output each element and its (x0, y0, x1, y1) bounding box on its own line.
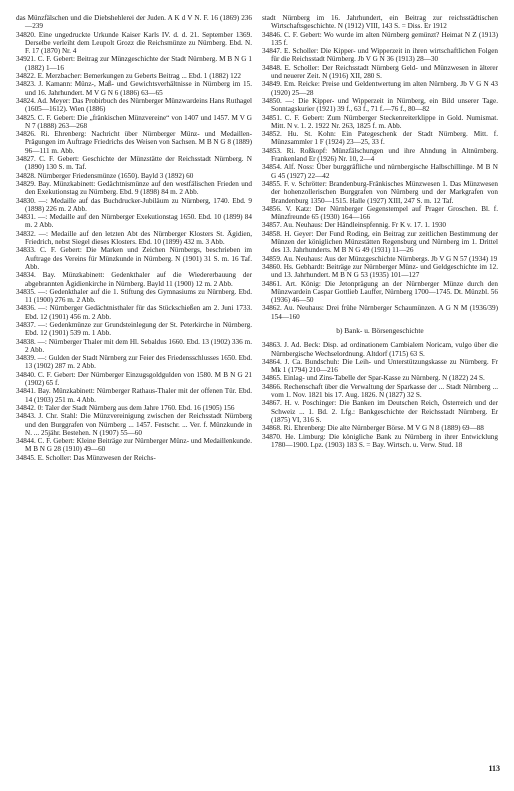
bibliography-entry: 34863. J. Ad. Beck: Disp. ad ordinationem Cambialem Noricam, vulgo über die Nürnbergische Wechselordnung. Altdorf (1715) 63 S. (262, 341, 498, 358)
bibliography-entry: 34861. Art. König: Die Jetonprägung an der Nürnberger Münze durch den Münzwardein Caspar Gottlieb Lauffer, Nürnberg 1700—1745. Dt. Münzbl. 56 (1936) 46—50 (262, 279, 498, 305)
bibliography-entry: 34851. C. F. Gebert: Zum Nürnberger Steckenreiterklippe in Gold. Numismat. Mitt. N v. 1. 2. 1922 Nr. 263, 1825 f. m. Abb. (262, 113, 498, 130)
bibliography-entry: 34834. Bay. Münzkabinett: Gedenkthaler auf die Wiedererbauung der abgebrannten Ägidienkirche in Nürnberg. Bayld 11 (1900) 12 m. 2 Abb. (16, 271, 252, 288)
bibliography-entry: 34831. —: Medaille auf den Nürnberger Exekutionstag 1650. Ebd. 10 (1899) 84 m. 2 Abb. (16, 213, 252, 230)
bibliography-entry: 34852. Hu. St. Kohn: Ein Pategeschenk der Stadt Nürnberg. Mitt. f. Münzsammler 1 F (1924) 23—25, 33 f. (262, 130, 498, 147)
bibliography-entry: 34827. C. F. Gebert: Geschichte der Münzstätte der Reichsstadt Nürnberg. N (1890) 130 S. m. Taf. (16, 155, 252, 172)
bibliography-entry: stadt Nürnberg im 16. Jahrhundert, ein Beitrag zur reichsstädtischen Wirtschaftsgeschichte. N (1912) VIII, 143 S. = Diss. Er 1912 (262, 14, 498, 31)
bibliography-entry: 34820. Eine ungedruckte Urkunde Kaiser Karls IV. d. d. 21. September 1369. Derselbe verleiht dem Leupolt Grozz die Reichsmünze zu Nürnberg. Ebd. N. F. 17 (1870) Nr. 4 (16, 30, 252, 56)
bibliography-entry: 34844. C. F. Gebert: Kleine Beiträge zur Nürnberger Münz- und Medaillenkunde. M B N G 28 (1910) 49—60 (16, 437, 252, 454)
page-number: 113 (488, 763, 500, 773)
bibliography-entry: 34840. C. F. Gebert: Der Nürnberger Einzugsgoldgulden von 1580. M B N G 21 (1902) 65 f. (16, 370, 252, 388)
bibliography-entry: 34838. —: Nürnberger Thaler mit dem Hl. Sebaldus 1660. Ebd. 13 (1902) 336 m. 2 Abb. (16, 337, 252, 354)
bibliography-entry: 34843. J. Chr. Stahl: Die Münzvereinigung zwischen der Reichsstadt Nürnberg und den Burggrafen von Nürnberg ... 1457. Festschr. ... Ver. f. Münzkunde in N. ... 25jähr. Bestehen. N (1907) 55—60 (16, 412, 252, 437)
bibliography-entry: 34859. Au. Neuhaus: Aus der Münzgeschichte Nürnbergs. Jb V G N 57 (1934) 19 (262, 254, 498, 263)
bibliography-entry: 34837. —: Gedenkmünze zur Grundsteinlegung der St. Peterkirche in Nürnberg. Ebd. 12 (1901) 539 m. 1 Abb. (16, 320, 252, 338)
bibliography-entry: 34849. Em. Reicke: Preise und Geldentwertung im alten Nürnberg. Jb V G N 43 (1920) 25—28 (262, 80, 498, 97)
bibliography-entry: 34857. Au. Neuhaus: Der Händleinspfennig. Fr K v. 17. 1. 1930 (262, 221, 446, 230)
left-column (16, 14, 252, 462)
bibliography-entry: das Münzfälschen und die Diebshehlerei der Juden. A K d V N. F. 16 (1869) 236—239 (16, 14, 252, 31)
right-column-bank-entries (262, 341, 498, 449)
bibliography-entry: 34842. 0: Taler der Stadt Nürnberg aus dem Jahre 1760. Ebd. 16 (1905) 156 (16, 403, 235, 412)
bibliography-entry: 34921. C. F. Gebert: Beitrag zur Münzgeschichte der Stadt Nürnberg. M B N G 1 (1882) 1—16 (16, 55, 252, 72)
bibliography-entry: 34823. J. Kamann: Münz-, Maß- und Gewichtsverhältnisse in Nürnberg im 15. und 16. Jahrhundert. M V G N 6 (1886) 63—65 (16, 80, 252, 97)
bibliography-entry: 34836. —: Nürnberger Gedächtnisthaler für das Stückschießen am 2. Juni 1733. Ebd. 12 (1901) 456 m. 2 Abb. (16, 304, 252, 321)
bibliography-entry: 34864. J. Ca. Bundschuh: Die Leih- und Unterstützungskasse zu Nürnberg. Fr Mk 1 (1794) 210—216 (262, 357, 498, 375)
bibliography-entry: 34868. Ri. Ehrenberg: Die alte Nürnberger Börse. M V G N 8 (1889) 69—88 (262, 424, 484, 433)
bibliography-entry: 34858. H. Geyer: Der Fund Roding, ein Beitrag zur zeitlichen Bestimmung der Münzen der königlichen Münzstätten Regensburg und Nürnberg im 1. Drittel des 13. Jahrhunderts. M B N G 49 (1931) 11—26 (262, 229, 498, 255)
bibliography-entry: 34846. C. F. Gebert: Wo wurde im alten Nürnberg gemünzt? Heimat N Z (1913) 135 f. (262, 30, 498, 47)
bibliography-entry: 34848. E. Scholler: Der Reichsstadt Nürnberg Geld- und Münzwesen in älterer und neuerer Zeit. N (1916) XII, 280 S. (262, 63, 498, 81)
bibliography-entry: 34845. E. Scholler: Das Münzwesen der Reichs- (16, 453, 156, 462)
bibliography-entry: 34865. Einlag- und Zins-Tabelle der Spar-Kasse zu Nürnberg. N (1822) 24 S. (262, 374, 485, 383)
bibliography-entry: 34853. Ri. Roßkopf: Münzfälschungen und ihre Ahndung in Altnürnberg. Frankenland Er (1926) Nr. 10, 2—4 (262, 146, 498, 164)
bibliography-entry: 34832. —: Medaille auf den letzten Abt des Nürnberger Klosters St. Ägidien, Friedrich, nebst Siegel dieses Klosters. Ebd. 10 (1899) 432 m. 3 Abb. (16, 229, 252, 247)
bibliography-entry: 34829. Bay. Münzkabinett: Gedächtnismünze auf den westfälischen Frieden und den Exekutionstag zu Nürnberg. Ebd. 9 (1898) 84 m. 2 Abb. (16, 179, 252, 197)
bibliography-entry: 34841. Bay. Münzkabinett: Nürnberger Rathaus-Thaler mit der offenen Tür. Ebd. 14 (1903) 251 m. 4 Abb. (16, 387, 252, 404)
bibliography-entry: 34856. V. Katz: Der Nürnberger Gegenstempel auf Prager Groschen. Bl. f. Münzfreunde 65 (1930) 164—166 (262, 204, 498, 222)
bibliography-entry: 34822. E. Merzbacher: Bemerkungen zu Geberts Beitrag ... Ebd. 1 (1882) 122 (16, 72, 241, 81)
bibliography-entry: 34867. H. v. Poschinger: Die Banken im Deutschen Reich, Österreich und der Schweiz ... 1. Bd. 2. Lfg.: Bankgeschichte der Reichsstadt Nürnberg. Er (1875) VI, 316 S. (262, 399, 498, 424)
bibliography-entry: 34824. Ad. Meyer: Das Probirbuch des Nürnberger Münzwardeins Hans Ruthagel (1605—1612). Wien (1886) (16, 96, 253, 114)
section-heading: b) Bank- u. Börsengeschichte (336, 325, 424, 335)
right-column (262, 14, 498, 449)
bibliography-entry: 34854. Alf. Noss: Über burggräfliche und nürnbergische Halbschillinge. M B N G 45 (1927) 22—42 (262, 163, 498, 180)
right-column-entries (262, 14, 498, 321)
bibliography-entry: 34828. Nürnberger Friedensmünze (1650). Bayld 3 (1892) 60 (16, 171, 194, 180)
bibliography-entry: 34833. C. F. Gebert: Die Marken und Zeichen Nürnbergs, beschrieben im Auftrage des Vereins für Münzkunde in Nürnberg. N (1901) 31 S. m. 16 Taf. Abb. (16, 246, 252, 271)
bibliography-entry: 34866. Rechenschaft über die Verwaltung der Sparkasse der ... Stadt Nürnberg ... vom 1. Nov. 1821 bis 17. Aug. 1826. N (1827) 32 S. (262, 382, 498, 400)
bibliography-entry: 34870. He. Limburg: Die königliche Bank zu Nürnberg in ihrer Entwicklung 1780—1900. Lpz. (1903) 183 S. = Bay. Wirtsch. u. Verw. Stud. 18 (262, 432, 498, 449)
bibliography-entry: 34850. —: Die Kipper- und Wipperzeit in Nürnberg, ein Bild unserer Tage. Sonntagskurier (1921) 39 f., 63 f., 71 f.—76 f., 80—82 (262, 96, 498, 114)
bibliography-entry: 34830. —: Medaille auf das Buchdrucker-Jubiläum zu Nürnberg, 1740. Ebd. 9 (1898) 226 m. 2 Abb. (16, 196, 252, 213)
bibliography-entry: 34835. —: Gedenkthaler auf die 1. Stiftung des Gymnasiums zu Nürnberg. Ebd. 11 (1900) 276 m. 2 Abb. (16, 287, 252, 305)
bibliography-entry: 34847. E. Scholler: Die Kipper- und Wipperzeit in ihren wirtschaftlichen Folgen für die Reichsstadt Nürnberg. Jb V G N 36 (1913) 28—30 (262, 47, 498, 64)
bibliography-entry: 34855. F. v. Schrötter: Brandenburg-Fränkisches Münzwesen 1. Das Münzwesen der hohenzollerischen Burggrafen von Nürnberg und der Markgrafen von Brandenburg 1350—1515. Halle (1927) XIII, 247 S. m. 12 Taf. (262, 179, 498, 205)
bibliography-entry: 34860. Hs. Gebhardt: Beiträge zur Nürnberger Münz- und Geldgeschichte im 12. und 13. Jahrhundert. M B N G 53 (1935) 101—127 (262, 262, 498, 280)
bibliography-entry: 34825. C. F. Gebert: Die „fränkischen Münzvereine“ von 1407 und 1457. M V G N 7 (1888) 263—268 (16, 113, 252, 130)
bibliography-entry: 34826. Ri. Ehrenberg: Nachricht über Nürnberger Münz- und Medaillen-Prägungen im Auftrage Friedrichs des Weisen von Sachsen. M B N G 8 (1889) 96—111 m. Abb. (16, 130, 252, 155)
bibliography-entry: 34862. Au. Neuhaus: Drei frühe Nürnberger Schaumünzen. A G N M (1936/39) 154—160 (262, 304, 498, 321)
bibliography-entry: 34839. —: Gulden der Stadt Nürnberg zur Feier des Friedensschlusses 1650. Ebd. 13 (1902) 287 m. 2 Abb. (16, 354, 252, 371)
